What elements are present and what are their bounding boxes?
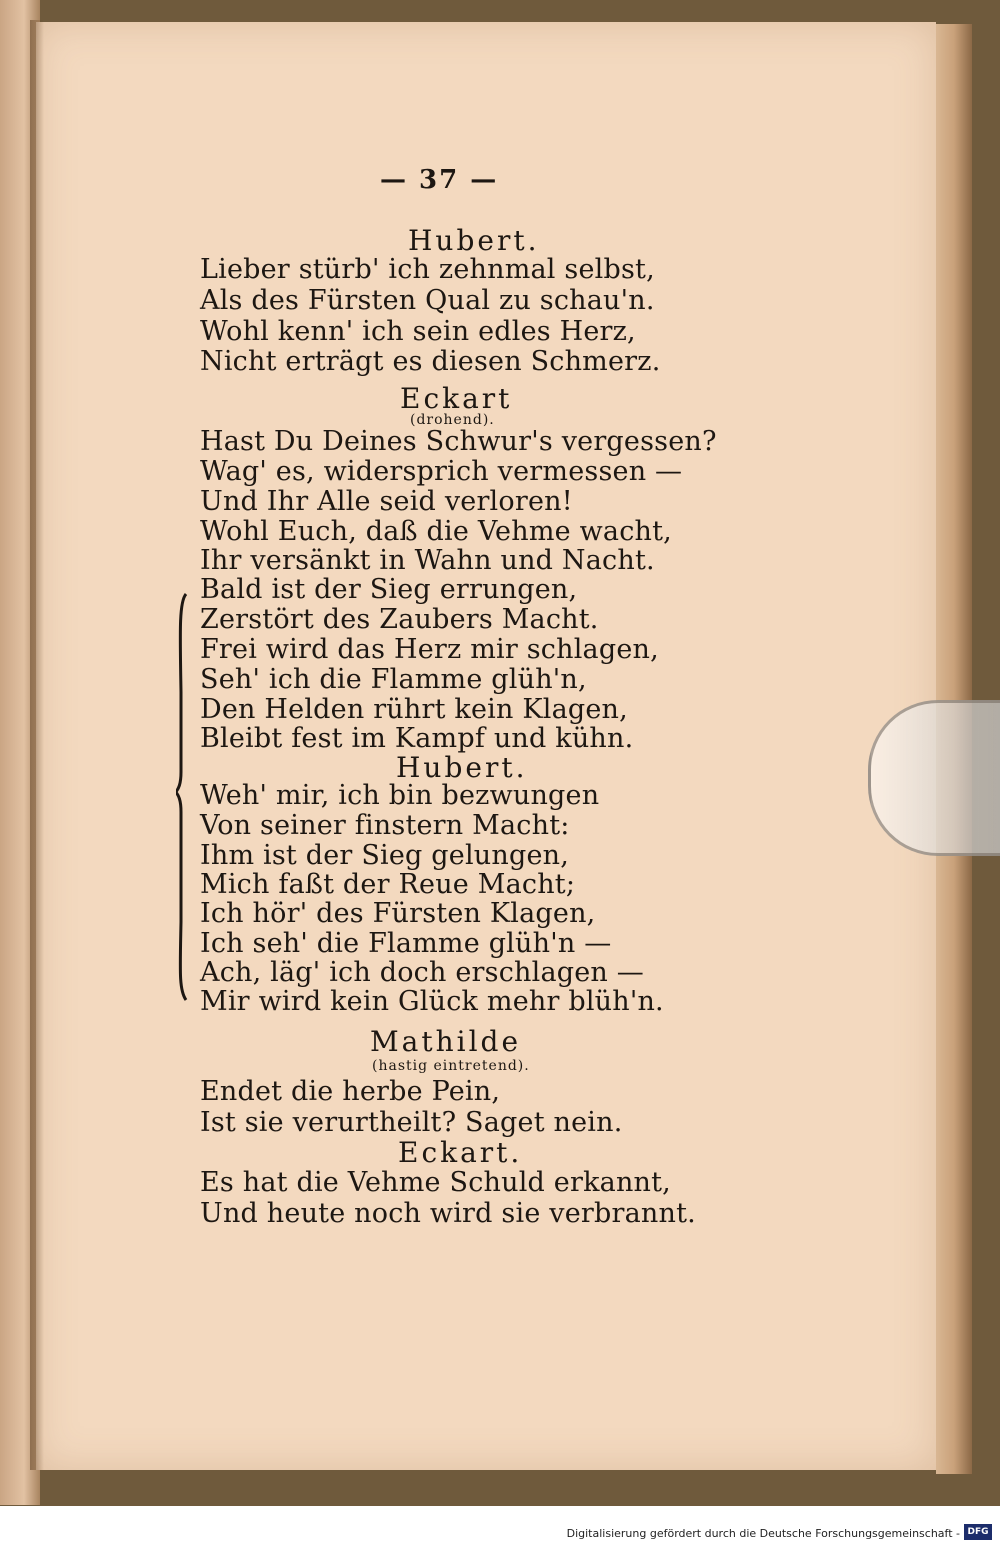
- verse-line: Endet die herbe Pein,: [200, 1076, 501, 1107]
- verse-line: Ihm ist der Sieg gelungen,: [200, 840, 570, 871]
- verse-line: Mich faßt der Reue Macht;: [200, 869, 576, 900]
- verse-line: Es hat die Vehme Schuld erkannt,: [200, 1167, 671, 1198]
- verse-line: Bald ist der Sieg errungen,: [200, 574, 578, 605]
- verse-line: Ich hör' des Fürsten Klagen,: [200, 898, 596, 929]
- verse-line: Und Ihr Alle seid verloren!: [200, 486, 573, 517]
- verse-line: Den Helden rührt kein Klagen,: [200, 694, 628, 725]
- verse-line: Als des Fürsten Qual zu schau'n.: [200, 285, 655, 316]
- verse-line: Seh' ich die Flamme glüh'n,: [200, 664, 587, 695]
- verse-line: Wohl Euch, daß die Vehme wacht,: [200, 516, 672, 547]
- verse-line: Nicht erträgt es diesen Schmerz.: [200, 346, 661, 377]
- verse-line: Von seiner finstern Macht:: [200, 810, 570, 841]
- verse-line: Mir wird kein Glück mehr blüh'n.: [200, 986, 664, 1017]
- speaker-name: Hubert.: [396, 751, 528, 784]
- dfg-logo: DFG: [964, 1524, 992, 1540]
- stage-direction: (drohend).: [410, 412, 495, 428]
- page-number: — 37 —: [380, 165, 499, 195]
- verse-line: Wohl kenn' ich sein edles Herz,: [200, 316, 636, 347]
- speaker-name: Eckart.: [398, 1136, 523, 1169]
- verse-line: Und heute noch wird sie verbrannt.: [200, 1198, 696, 1229]
- ensemble-brace: [176, 592, 188, 1002]
- verse-line: Hast Du Deines Schwur's vergessen?: [200, 426, 717, 457]
- verse-line: Ihr versänkt in Wahn und Nacht.: [200, 545, 655, 576]
- verse-line: Ich seh' die Flamme glüh'n —: [200, 928, 612, 959]
- verse-line: Lieber stürb' ich zehnmal selbst,: [200, 254, 655, 285]
- funding-credit: Digitalisierung gefördert durch die Deutsche Forschungsgemeinschaft -: [566, 1527, 960, 1540]
- stage-direction: (hastig eintretend).: [372, 1058, 530, 1074]
- verse-line: Bleibt fest im Kampf und kühn.: [200, 723, 634, 754]
- verse-line: Frei wird das Herz mir schlagen,: [200, 634, 659, 665]
- speaker-name: Hubert.: [408, 224, 540, 257]
- verse-line: Weh' mir, ich bin bezwungen: [200, 780, 600, 811]
- speaker-name: Mathilde: [370, 1025, 522, 1058]
- speaker-name: Eckart: [400, 382, 513, 415]
- verse-line: Ach, läg' ich doch erschlagen —: [200, 957, 644, 988]
- verse-line: Zerstört des Zaubers Macht.: [200, 604, 599, 635]
- verse-line: Ist sie verurtheilt? Saget nein.: [200, 1107, 623, 1138]
- verse-line: Wag' es, widersprich vermessen —: [200, 456, 683, 487]
